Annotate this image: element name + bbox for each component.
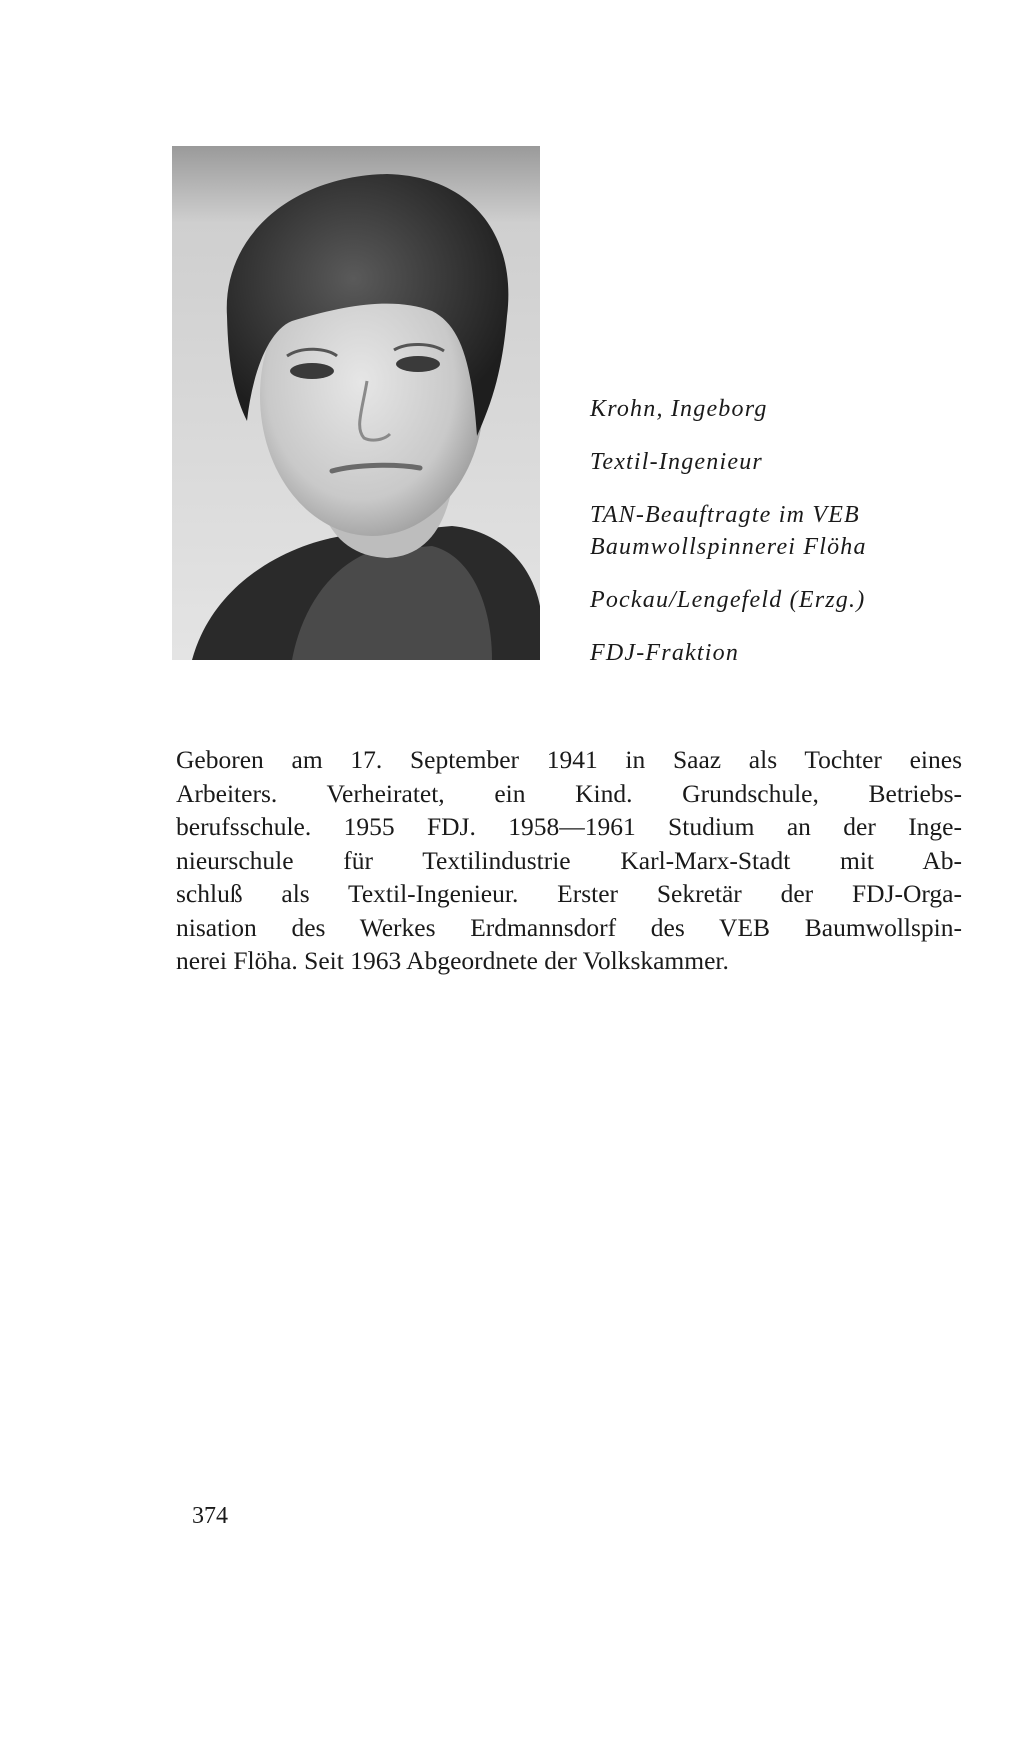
biography-line: nieurschule für Textilindustrie Karl-Marx-Stadt mit Ab-: [176, 845, 962, 875]
entry-position-line-1: TAN-Beauftragte im VEB: [590, 502, 860, 528]
entry-profession: Textil-Ingenieur: [590, 449, 763, 475]
entry-faction: FDJ-Fraktion: [590, 640, 740, 666]
entry-residence: Pockau/Lengefeld (Erzg.): [590, 587, 866, 613]
biography-line: nerei Flöha. Seit 1963 Abgeordnete der Volkskammer.: [176, 946, 729, 975]
entry-details: [590, 393, 1010, 669]
portrait-image: [172, 146, 540, 660]
portrait-photo: [172, 146, 540, 660]
biography-line: nisation des Werkes Erdmannsdorf des VEB Baumwollspin-: [176, 912, 962, 942]
biography-line: berufsschule. 1955 FDJ. 1958—1961 Studium an der Inge-: [176, 812, 962, 841]
biography-line: Arbeiters. Verheiratet, ein Kind. Grundschule, Betriebs-: [176, 778, 962, 808]
entry-position-line-2: Baumwollspinnerei Flöha: [590, 534, 867, 560]
biography-line: Geboren am 17. September 1941 in Saaz als Tochter eines: [176, 745, 962, 774]
biography-line: schluß als Textil-Ingenieur. Erster Sekretär der FDJ-Orga-: [176, 879, 962, 908]
page-number: 374: [192, 1503, 228, 1529]
entry-name: Krohn, Ingeborg: [590, 396, 768, 422]
biography-paragraph: [176, 743, 962, 978]
